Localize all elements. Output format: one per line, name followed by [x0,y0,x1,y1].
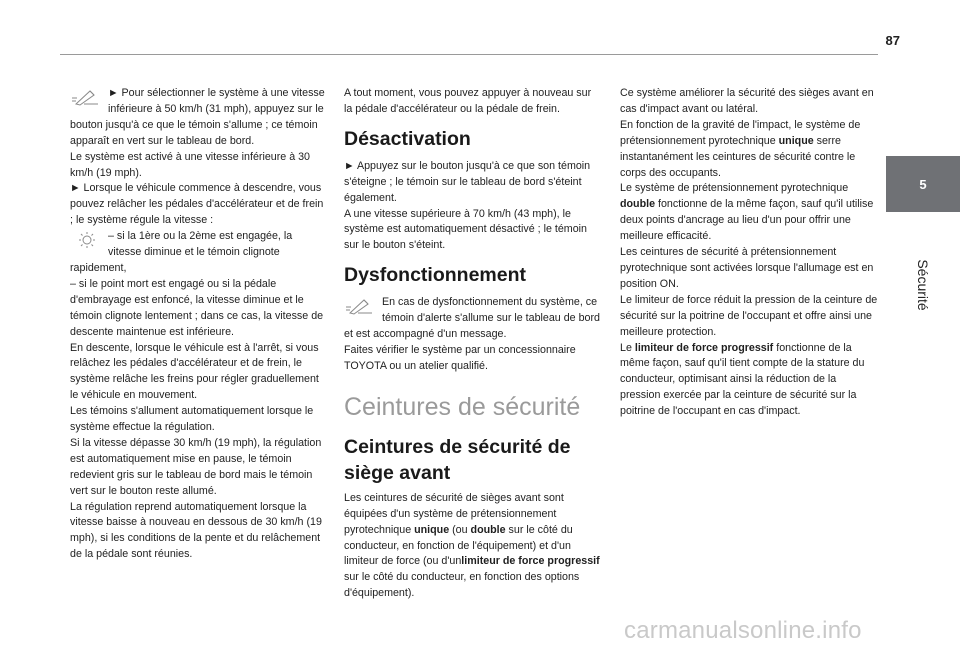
paragraph: A tout moment, vous pouvez appuyer à nouveau sur la pédale d'accélérateur ou la pédale de frein. [344,87,592,115]
column-1 [70,86,325,563]
text-bold: limiteur de force progressif [461,555,600,568]
heading-deactivation: Désactivation [344,127,471,150]
column-2 [344,86,602,602]
section-heading: Ceintures de sécurité [344,392,581,421]
text-run: serre instantanément les ceintures de sécurité contre le corps des occupants. [620,134,856,179]
note-icon [344,297,380,315]
paragraph: Le système est activé à une vitesse inférieure à 30 km/h (19 mph). [70,150,311,179]
text-run: Le [620,341,635,354]
text-run: sur le côté du conducteur, en fonction de l'équipement) et d'un limiteur de force (ou d'un [344,523,573,568]
header-rule [60,54,878,55]
paragraph: En cas de dysfonctionnement du système, ce témoin d'alerte s'allume sur le tableau de bord et est accompagné d'un message. [344,296,600,341]
paragraph: En descente, lorsque le véhicule est à l'arrêt, si vous relâchez les pédales d'accélérateur et de frein, le système relâche les freins pour régler graduellement le véhicule en mouvement. [70,341,319,402]
chapter-tab[interactable]: 5 [886,156,960,212]
chapter-title: Sécurité [915,259,931,311]
paragraph: ► Pour sélectionner le système à une vitesse inférieure à 50 km/h (31 mph), appuyez sur le bouton jusqu'à ce que le témoin s'allume ; ce témoin apparaît en vert sur le tableau de bord. [70,87,325,147]
paragraph: Ce système améliorer la sécurité des sièges avant en cas d'impact avant ou latéral. [620,87,874,115]
text-run: En fonction de la gravité de l'impact, le système de prétensionnement pyrotechnique [620,118,861,147]
text-run: fonctionne de la même façon, sauf qu'il tient compte de la stature du conducteur, optimisant ainsi la réduction de la pression exercée par la ceinture de sécurité sur la poitrine de l'occupant en cas d'impact. [620,341,865,418]
text-run: Les ceintures de sécurité de sièges avant sont équipées d'un système de prétensionnement pyrotechnique [344,491,564,536]
paragraph: Les témoins s'allument automatiquement lorsque le système effectue la régulation. [70,405,314,434]
paragraph: ► Lorsque le véhicule commence à descendre, vous pouvez relâcher les pédales d'accélérateur et de frein ; le système régule la vitesse : [70,182,324,227]
subsection-heading: Ceintures de sécurité de siège avant [344,435,571,484]
paragraph: Faites vérifier le système par un concessionnaire TOYOTA ou un atelier qualifié. [344,343,576,372]
text-run: (ou [449,523,471,536]
paragraph [620,118,878,182]
paragraph: – si la 1ère ou la 2ème est engagée, la vitesse diminue et le témoin clignote rapidement, [70,230,293,274]
paragraph [620,341,878,421]
text-run: sur le côté du conducteur, en fonction des options d'équipement). [344,571,580,600]
paragraph [620,181,878,245]
paragraph: La régulation reprend automatiquement lorsque la vitesse baisse à nouveau en dessous de 30 km/h (19 mph), si les conditions de la pente et du relâchement de la pédale sont réunies. [70,500,322,561]
paragraph: – si le point mort est engagé ou si la pédale d'embrayage est enfoncé, la vitesse diminue et le témoin clignote lentement ; dans ce cas, la vitesse de descente maintenue est inférieure. [70,277,324,338]
text-bold: double [470,523,506,536]
text-run: fonctionne de la même façon, sauf qu'il utilise deux points d'ancrage au lieu d'un pour offrir une meilleure efficacité. [620,198,874,243]
sun-icon [70,231,106,249]
text-bold: double [620,198,656,211]
paragraph: ► Appuyez sur le bouton jusqu'à ce que son témoin s'éteigne ; le témoin sur le tableau de bord s'éteint également. [344,159,591,204]
note-icon [70,88,106,106]
paragraph: Les ceintures de sécurité à prétensionnement pyrotechnique sont activées lorsque l'allumage est en position ON. [620,246,874,290]
column-3 [620,86,878,420]
paragraph [344,491,602,602]
paragraph: A une vitesse supérieure à 70 km/h (43 mph), le système est automatiquement désactivé ; le témoin sur le bouton s'éteint. [344,207,587,252]
text-bold: unique [414,523,450,536]
paragraph: Si la vitesse dépasse 30 km/h (19 mph), la régulation est automatiquement mise en pause, le témoin redevient gris sur le tableau de bord mais le témoin vert sur le bouton reste allumé. [70,436,322,497]
text-run: Le système de prétensionnement pyrotechnique [620,182,849,195]
text-bold: limiteur de force progressif [634,341,774,354]
text-bold: unique [778,134,814,147]
page-number: 87 [885,33,900,48]
watermark: carmanualsonline.info [624,617,862,644]
paragraph: Le limiteur de force réduit la pression de la ceinture de sécurité sur la poitrine de l'occupant et offre ainsi une meilleure protection. [620,293,878,338]
heading-malfunction: Dysfonctionnement [344,264,527,287]
